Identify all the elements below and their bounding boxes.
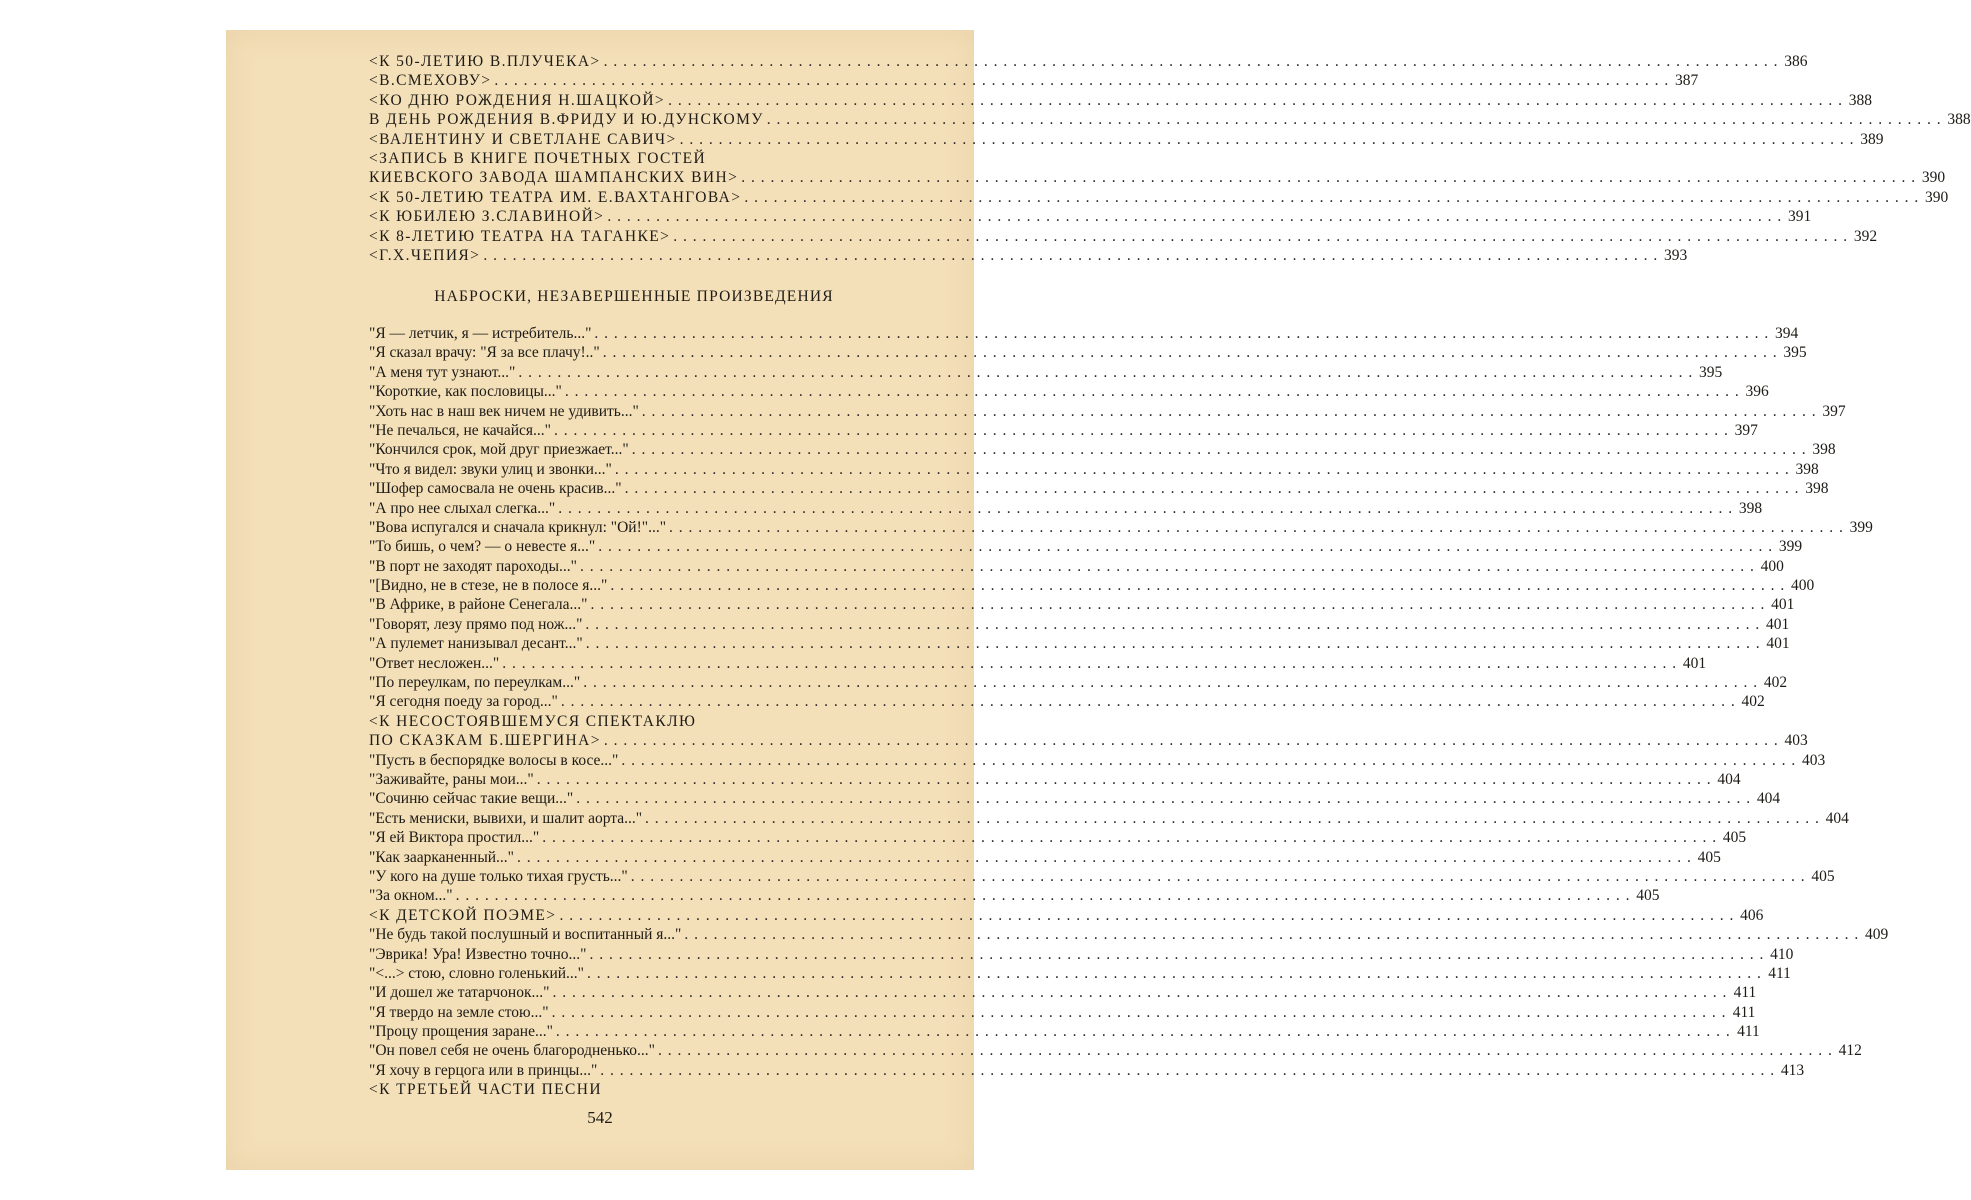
entry-title: "За окном..." [369, 887, 453, 905]
toc-entry [369, 1080, 929, 1099]
toc-entry [369, 537, 1803, 556]
toc-entry [369, 518, 1873, 537]
leader-dots [598, 537, 1773, 556]
toc-entry [369, 945, 1794, 964]
leader-dots [600, 1061, 1775, 1080]
section-heading: НАБРОСКИ, НЕЗАВЕРШЕННЫЕ ПРОИЗВЕДЕНИЯ [434, 288, 834, 306]
entry-title: "Пусть в беспорядке волосы в косе..." [369, 751, 619, 769]
toc-entry [369, 324, 1799, 343]
toc-entry [369, 557, 1784, 576]
entry-title: <К НЕСОСТОЯВШЕМУСЯ СПЕКТАКЛЮ [369, 712, 697, 730]
entry-page: 405 [1697, 848, 1721, 866]
entry-title: "Я твердо на земле стою..." [369, 1003, 549, 1021]
leader-dots [537, 770, 1712, 789]
leader-dots [587, 964, 1762, 983]
entry-title: "Не печалься, не качайся..." [369, 421, 551, 439]
entry-title: "А меня тут узнают..." [369, 363, 516, 381]
toc-entry [369, 402, 1846, 421]
toc-entry [369, 440, 1836, 459]
leader-dots [556, 1022, 1731, 1041]
entry-title: "Я сказал врачу: "Я за все плачу!.." [369, 344, 600, 362]
entry-title: "Я ей Виктора простил..." [369, 829, 540, 847]
toc-entry [369, 983, 1757, 1002]
entry-page: 389 [1860, 130, 1884, 148]
entry-page: 401 [1682, 654, 1707, 672]
toc-entry [369, 712, 929, 731]
toc-entry [369, 52, 1808, 71]
leader-dots [518, 363, 1693, 382]
leader-dots [502, 654, 1677, 673]
entry-title: "Он повел себя не очень благородненько..." [369, 1042, 655, 1060]
entry-title: "Хоть нас в наш век ничем не удивить..." [369, 402, 639, 420]
entry-page: 387 [1674, 72, 1699, 90]
toc-entry [369, 867, 1835, 886]
leader-dots [561, 692, 1736, 711]
entry-page: 397 [1734, 421, 1758, 439]
leader-dots [680, 130, 1855, 149]
entry-title: "И дошел же татарчонок..." [369, 984, 550, 1002]
entry-title: "Что я видел: звуки улиц и звонки..." [369, 460, 612, 478]
entry-page: 411 [1737, 1023, 1760, 1041]
toc-entry [369, 634, 1790, 653]
entry-title: <ЗАПИСЬ В КНИГЕ ПОЧЕТНЫХ ГОСТЕЙ [369, 149, 707, 167]
leader-dots [645, 809, 1820, 828]
entry-title: КИЕВСКОГО ЗАВОДА ШАМПАНСКИХ ВИН> [369, 169, 739, 187]
toc-entry [369, 1003, 1756, 1022]
leader-dots [610, 576, 1785, 595]
leader-dots [580, 557, 1755, 576]
toc-entry [369, 925, 1889, 944]
page-number: 542 [587, 1108, 613, 1127]
leader-dots [483, 246, 1658, 265]
entry-page: 390 [1925, 188, 1949, 206]
leader-dots [744, 188, 1919, 207]
toc-entry [369, 789, 1781, 808]
entry-page: 413 [1780, 1061, 1805, 1079]
entry-page: 406 [1740, 906, 1764, 924]
toc-entry [369, 363, 1723, 382]
entry-title: "Я сегодня поеду за город..." [369, 693, 558, 711]
leader-dots [767, 110, 1942, 129]
leader-dots [494, 71, 1669, 90]
leader-dots [631, 867, 1806, 886]
toc-entry [369, 460, 1819, 479]
entry-page: 388 [1848, 91, 1872, 109]
toc-entry [369, 421, 1758, 440]
toc-entry [369, 188, 1949, 207]
leader-dots [607, 207, 1782, 226]
leader-dots [565, 382, 1740, 401]
leader-dots [586, 634, 1761, 653]
entry-title: "Ответ несложен..." [369, 654, 500, 672]
toc-entry [369, 110, 1971, 129]
entry-page: 386 [1784, 53, 1808, 70]
leader-dots [625, 479, 1800, 498]
entry-title: "Сочиню сейчас такие вещи..." [369, 790, 574, 808]
entry-title: <К 8-ЛЕТИЮ ТЕАТРА НА ТАГАНКЕ> [369, 227, 671, 245]
toc-entry [369, 576, 1815, 595]
leader-dots [559, 906, 1734, 925]
entry-title: "[Видно, не в стезе, не в полосе я..." [369, 577, 608, 595]
leader-dots [669, 518, 1844, 537]
entry-title: <К 50-ЛЕТИЮ ТЕАТРА ИМ. Е.ВАХТАНГОВА> [369, 188, 742, 206]
entry-page: 388 [1947, 111, 1971, 129]
leader-dots [621, 751, 1796, 770]
entry-page: 409 [1865, 926, 1889, 944]
leader-dots [552, 1003, 1727, 1022]
entry-page: 391 [1787, 208, 1812, 226]
entry-page: 402 [1763, 674, 1788, 692]
leader-dots [603, 343, 1778, 362]
leader-dots [604, 731, 1779, 750]
entry-title: "Есть мениски, вывихи, и шалит аорта..." [369, 809, 643, 827]
entry-title: "Кончился срок, мой друг приезжает..." [369, 441, 629, 459]
leader-dots [554, 421, 1729, 440]
toc-entry [369, 848, 1721, 867]
entry-title: <Г.Х.ЧЕПИЯ> [369, 246, 481, 264]
entry-title: "Процу прощения заране..." [369, 1023, 553, 1041]
entry-page: 402 [1741, 693, 1765, 711]
toc-entry [369, 828, 1747, 847]
toc-entry [369, 207, 1812, 226]
entry-page: 390 [1921, 169, 1946, 187]
entry-page: 398 [1738, 499, 1763, 517]
entry-page: 394 [1775, 325, 1799, 342]
toc-entry [369, 770, 1741, 789]
entry-page: 398 [1795, 460, 1819, 478]
entry-title: "Вова испугался и сначала крикнул: "Ой!"..." [369, 518, 667, 536]
toc-entry [369, 731, 1808, 750]
toc-entry [369, 382, 1769, 401]
toc-entry [369, 343, 1807, 362]
entry-page: 393 [1663, 246, 1688, 264]
toc-entry [369, 906, 1764, 925]
leader-dots [517, 848, 1692, 867]
toc-entry [369, 246, 1688, 265]
toc-entry [369, 1022, 1760, 1041]
entry-page: 405 [1636, 887, 1660, 905]
entry-page: 401 [1766, 635, 1790, 653]
leader-dots [658, 1041, 1833, 1060]
table-of-contents-main [369, 324, 1889, 1100]
entry-title: "В Африке, в районе Сенегала..." [369, 596, 588, 614]
entry-page: 400 [1791, 577, 1815, 595]
entry-page: 401 [1766, 615, 1790, 633]
toc-entry [369, 692, 1765, 711]
toc-entry [369, 615, 1790, 634]
entry-title: В ДЕНЬ РОЖДЕНИЯ В.ФРИДУ И Ю.ДУНСКОМУ [369, 111, 764, 129]
entry-page: 392 [1853, 227, 1878, 245]
entry-title: "Говорят, лезу прямо под нож..." [369, 615, 583, 633]
entry-page: 399 [1849, 518, 1873, 536]
leader-dots [604, 52, 1779, 71]
entry-page: 410 [1770, 945, 1794, 963]
entry-title: <В.СМЕХОВУ> [369, 72, 492, 90]
leader-dots [590, 595, 1765, 614]
entry-page: 411 [1732, 1003, 1756, 1021]
entry-page: 395 [1698, 363, 1723, 381]
entry-title: "По переулкам, по переулкам..." [369, 674, 581, 692]
entry-title: "Я — летчик, я — истребитель..." [369, 325, 592, 342]
entry-title: "А пулемет нанизывал десант..." [369, 635, 583, 653]
toc-entry [369, 886, 1660, 905]
toc-entry [369, 227, 1878, 246]
toc-entry [369, 654, 1707, 673]
entry-page: 396 [1745, 383, 1769, 401]
leader-dots [585, 615, 1760, 634]
toc-entry [369, 499, 1763, 518]
entry-title: <К 50-ЛЕТИЮ В.ПЛУЧЕКА> [369, 53, 601, 70]
toc-entry [369, 751, 1826, 770]
entry-title: "А про нее слыхал слегка..." [369, 499, 556, 517]
toc-entry [369, 1041, 1862, 1060]
leader-dots [673, 227, 1848, 246]
toc-entry [369, 91, 1872, 110]
toc-entry [369, 673, 1788, 692]
entry-page: 404 [1825, 809, 1849, 827]
leader-dots [576, 789, 1751, 808]
entry-title: <К ЮБИЛЕЮ З.СЛАВИНОЙ> [369, 208, 605, 226]
entry-title: <К ДЕТСКОЙ ПОЭМЕ> [369, 906, 557, 924]
entry-page: 395 [1783, 344, 1807, 362]
entry-page: 404 [1717, 770, 1741, 788]
entry-title: "То бишь, о чем? — о невесте я..." [369, 538, 596, 556]
leader-dots [583, 673, 1758, 692]
entry-title: "У кого на душе только тихая грусть..." [369, 867, 628, 885]
entry-title: "Как заарканенный..." [369, 848, 514, 866]
entry-page: 401 [1771, 596, 1795, 614]
entry-page: 412 [1838, 1042, 1862, 1060]
toc-entry [369, 809, 1849, 828]
leader-dots [552, 983, 1727, 1002]
table-of-contents [369, 52, 1971, 326]
entry-title: ПО СКАЗКАМ Б.ШЕРГИНА> [369, 732, 601, 750]
toc-entry [369, 168, 1946, 187]
entry-title: "Заживайте, раны мои..." [369, 770, 534, 788]
entry-title: <ВАЛЕНТИНУ И СВЕТЛАНЕ САВИЧ> [369, 130, 677, 148]
toc-entry [369, 1061, 1805, 1080]
leader-dots [542, 828, 1717, 847]
entry-page: 405 [1722, 829, 1747, 847]
toc-entry [369, 595, 1795, 614]
leader-dots [741, 168, 1916, 187]
leader-dots [642, 402, 1817, 421]
leader-dots [558, 499, 1733, 518]
entry-page: 398 [1812, 441, 1836, 459]
entry-title: "Эврика! Ура! Известно точно..." [369, 945, 587, 963]
entry-title: <КО ДНЮ РОЖДЕНИЯ Н.ШАЦКОЙ> [369, 91, 666, 109]
entry-title: "<...> стою, словно голенький..." [369, 964, 585, 982]
leader-dots [632, 440, 1807, 459]
entry-page: 411 [1768, 964, 1791, 982]
entry-page: 405 [1811, 867, 1835, 885]
entry-title: "Не будь такой послушный и воспитанный я..." [369, 926, 682, 944]
entry-page: 398 [1805, 480, 1829, 498]
toc-entry [369, 130, 1884, 149]
toc-entry [369, 149, 929, 168]
leader-dots [594, 324, 1769, 343]
leader-dots [590, 945, 1765, 964]
entry-title: "Шофер самосвала не очень красив..." [369, 480, 622, 498]
entry-page: 403 [1784, 732, 1808, 750]
leader-dots [615, 460, 1790, 479]
entry-page: 397 [1822, 402, 1846, 420]
entry-page: 400 [1760, 557, 1784, 575]
entry-page: 404 [1756, 790, 1781, 808]
entry-title: "В порт не заходят пароходы..." [369, 557, 577, 575]
entry-title: <К ТРЕТЬЕЙ ЧАСТИ ПЕСНИ [369, 1081, 602, 1099]
spacer [369, 265, 929, 280]
entry-page: 411 [1733, 984, 1757, 1002]
leader-dots [684, 925, 1859, 944]
entry-page: 399 [1778, 538, 1803, 556]
entry-title: "Я хочу в герцога или в принцы..." [369, 1061, 598, 1079]
leader-dots [456, 886, 1631, 905]
entry-page: 403 [1802, 751, 1826, 769]
entry-title: "Короткие, как пословицы..." [369, 383, 562, 401]
toc-entry [369, 71, 1699, 90]
leader-dots [668, 91, 1843, 110]
toc-entry [369, 964, 1791, 983]
toc-entry [369, 479, 1829, 498]
